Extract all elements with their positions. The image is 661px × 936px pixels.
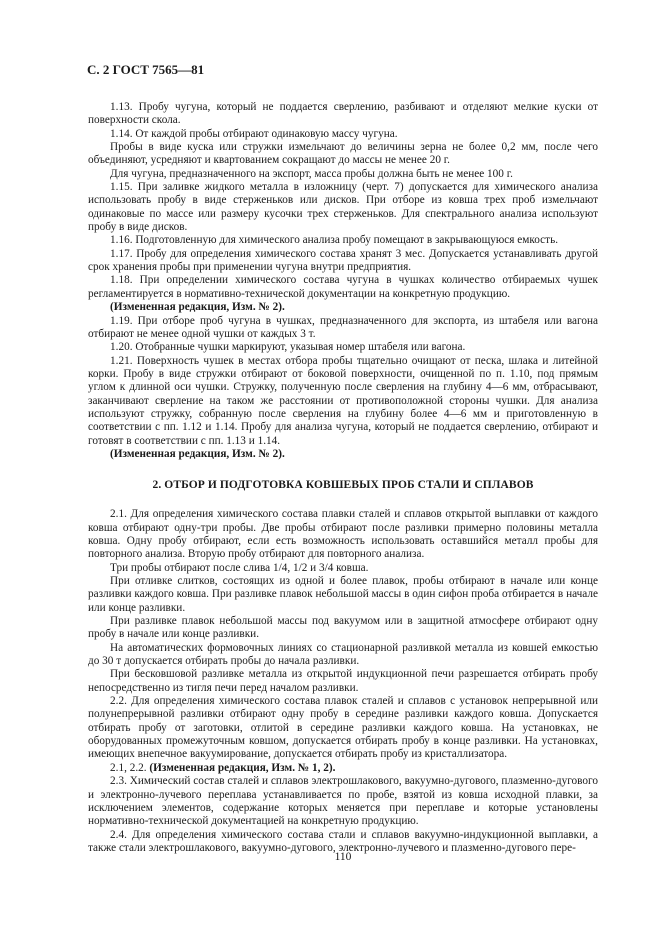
paragraph-1-19: 1.19. При отборе проб чугуна в чушках, предназначенного для экспорта, из штабеля или вагона отбирают не менее одной чушки от каждых 3 т. [88,314,598,340]
paragraph-grain-size: Пробы в виде куска или стружки измельчают до величины зерна не более 0,2 мм, после чего объединяют, усредняют и квартованием сокращают до массы не менее 20 г. [88,141,598,167]
paragraph-vacuum: При разливке плавок небольшой массы под вакуумом или в защитной атмосфере отбирают одну пробу в начале или конце разливки. [88,615,598,641]
paragraph-1-14: 1.14. От каждой пробы отбирают одинаковую массу чугуна. [110,127,398,140]
paragraph-ingots: При отливке слитков, состоящих из одной и более плавок, пробы отбирают в начале или конце разливки каждого ковша. При разливке плавок небольшой массы в один сифон проба отбирается в начале или конце разливки. [88,575,598,614]
page-number: 110 [334,851,352,863]
amendment-note: (Измененная редакция, Изм. № 2). [110,447,285,460]
paragraph-export-mass: Для чугуна, предназначенного на экспорт, масса пробы должна быть не менее 100 г. [110,167,513,180]
paragraph-2-2: 2.2. Для определения химического состава плавок сталей и сплавов с установок непрерывной или полунепрерывной разливки отбирают одну пробу в середине разливки каждого ковша. Допускается отбирать пробу от заготовки, отлитой в середине разливки каждого ковша. На установках, не оборудованных промежуточным ковшом, допускается отбирать пробу в конце разливки. На установках, имеющих внепечное вакуумирование, допускается отбирать пробу из кристаллизатора. [88,695,598,761]
paragraph-1-15: 1.15. При заливке жидкого металла в изложницу (черт. 7) допускается для химического анализа использовать пробу в виде стерженьков или дисков. При отборе из ковша трех проб измельчают одинаковые по массе или размеру кусочки трех стерженьков. Для спектрального анализа используют пробу в виде дисков. [88,181,598,234]
paragraph-2-1: 2.1. Для определения химического состава плавки сталей и сплавов открытой выплавки от каждого ковша отбирают одну-три пробы. Две пробы отбирают после разливки примерно половины металла ковша. Одну пробу отбирают, если есть возможность использовать оставшийся металл пробы для повторного анализа. Вторую пробу отбирают для повторного анализа. [88,508,598,561]
amendment-ref: 2.1, 2.2. [110,761,150,774]
amendment-text: (Измененная редакция, Изм. № 1, 2). [149,761,336,774]
paragraph-1-18: 1.18. При определении химического состава чугуна в чушках количество отбираемых чушек регламентируется в нормативно-технической документации на конкретную продукцию. [88,274,598,300]
paragraph-2-3: 2.3. Химический состав сталей и сплавов электрошлакового, вакуумно-дугового, плазменно-дугового и электронно-лучевого переплава устанавливается по пробе, взятой из ковша исходной плавки, за исключением элементов, содержание которых меняется при переплаве и которые установлены нормативно-технической документацией на конкретную продукцию. [88,775,598,828]
paragraph-1-20: 1.20. Отобранные чушки маркируют, указывая номер штабеля или вагона. [110,341,466,354]
section-title: 2. ОТБОР И ПОДГОТОВКА КОВШЕВЫХ ПРОБ СТАЛИ И СПЛАВОВ [152,479,534,492]
paragraph-three-samples: Три пробы отбирают после слива 1/4, 1/2 и 3/4 ковша. [110,561,369,574]
amendment-note: (Измененная редакция, Изм. № 2). [110,301,285,314]
paragraph-2-4: 2.4. Для определения химического состава стали и сплавов вакуумно-индукционной выплавки, а также стали электрошлакового, вакуумно-дугового, электронно-лучевого и плазменно-дугового пере- [88,828,598,854]
document-page [88,62,598,882]
paragraph-ladleless: При бесковшовой разливке металла из открытой индукционной печи разрешается отбирать пробу непосредственно из тигля печи перед началом разливки. [88,668,598,694]
paragraph-automatic-lines: На автоматических формовочных линиях со стационарной разливкой металла из ковшей емкостью до 30 т допускается отбирать пробы до начала разливки. [88,641,598,668]
paragraph-1-16: 1.16. Подготовленную для химического анализа пробу помещают в закрывающуюся емкость. [110,234,559,247]
paragraph-1-21: 1.21. Поверхность чушек в местах отбора пробы тщательно очищают от песка, шлака и литейной корки. Пробу в виде стружки отбирают от боковой поверхности, очищенной по п. 1.10, под прямым углом к длинной оси чушки. Стружку, полученную после сверления на глубину 4—6 мм, отбрасывают, заканчивают сверление на таком же расстоянии от противоположной стороны чушки. Для анализа используют стружку, собранную после сверления на глубину более 4—6 мм и приготовленную в соответствии с пп. 1.12 и 1.14. Пробу для анализа чугуна, который не поддается сверлению, отбирают и готовят в соответствии с пп. 1.13 и 1.14. [88,354,598,447]
paragraph-1-13: 1.13. Пробу чугуна, который не поддается сверлению, разбивают и отделяют мелкие куски от поверхности скола. [88,101,598,127]
paragraph-1-17: 1.17. Пробу для определения химического состава хранят 3 мес. Допускается устанавливать другой срок хранения пробы при применении чугуна внутри предприятия. [88,247,598,274]
amendment-note-2-1-2-2 [88,762,598,775]
running-header: С. 2 ГОСТ 7565—81 [87,62,205,77]
